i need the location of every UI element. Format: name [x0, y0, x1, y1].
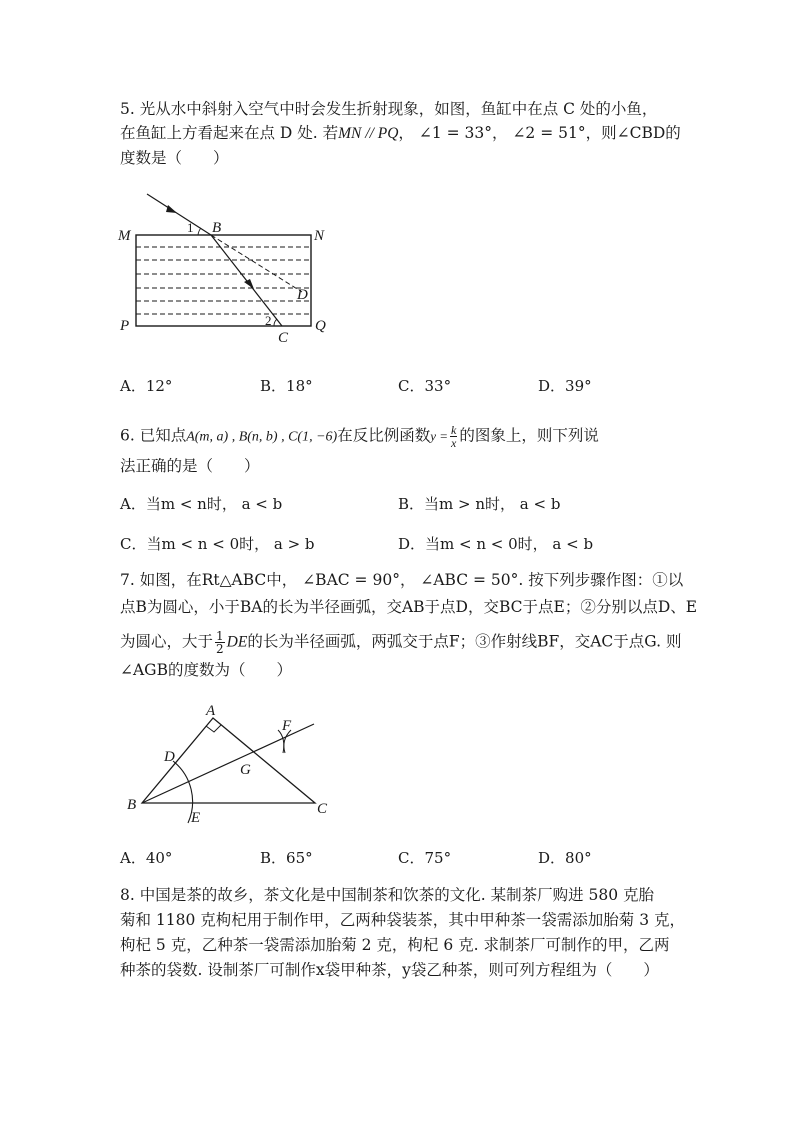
q6-line1: [120, 424, 599, 449]
label-a: A: [206, 703, 216, 719]
q7-option-c: C．75°: [398, 849, 452, 867]
q7-half-fraction: [215, 630, 225, 655]
q6-fraction: [450, 424, 457, 449]
q8-line1: 8. 中国是茶的故乡，茶文化是中国制茶和饮茶的文化. 某制茶厂购进 580 克胎: [120, 886, 655, 904]
q6-func-den: x: [451, 436, 457, 450]
q7-half-den: 2: [216, 642, 224, 656]
q6-points: A(m, a) , B(n, b) , C(1, −6): [186, 429, 338, 445]
label-angle-1: 1: [187, 220, 194, 235]
q5-line3: 度数是（ ）: [120, 149, 229, 167]
ray-b-d: [211, 235, 302, 292]
arrow-out: [166, 205, 177, 213]
q7-line4: ∠AGB的度数为（ ）: [120, 661, 292, 679]
label-c: C: [317, 801, 328, 817]
q7-line3-b: 的长为半径画弧，两弧交于点F；③作射线BF，交AC于点G. 则: [247, 632, 682, 651]
label-e: E: [191, 810, 201, 826]
label-b: B: [127, 797, 137, 813]
arc-d-e: [173, 761, 193, 823]
q5-option-c: C．33°: [398, 377, 452, 395]
label-f: F: [282, 718, 292, 734]
q7-half-num: 1: [216, 629, 224, 643]
q5-condition: MN // PQ: [338, 125, 399, 142]
label-q: Q: [315, 318, 326, 334]
q7-line3: [120, 630, 681, 655]
q7-figure: [120, 695, 340, 830]
label-angle-2: 2: [265, 313, 272, 328]
q7-line1: 7. 如图，在Rt△ABC中， ∠BAC = 90°， ∠ABC = 50°. 按下列步骤作图：①以: [120, 571, 684, 589]
angle-2-arc: [274, 319, 277, 326]
q5-line2: [120, 123, 681, 144]
q5-line2-a: 在鱼缸上方看起来在点 D 处. 若: [120, 124, 339, 142]
water-lines: [136, 247, 311, 314]
q7-line3-a: 为圆心，大于: [120, 632, 214, 651]
label-d: D: [297, 287, 308, 303]
label-d: D: [164, 749, 175, 765]
q6-line1-b: 在反比例函数: [337, 426, 431, 445]
q6-option-c: C．当m < n < 0时， a > b: [120, 535, 315, 553]
angle-1-arc: [198, 228, 201, 235]
tank: [136, 235, 311, 326]
q8-line4: 种茶的袋数. 设制茶厂可制作x袋甲种茶，y袋乙种茶，则可列方程组为（ ）: [120, 961, 659, 979]
label-p: P: [120, 318, 130, 334]
q6-line1-a: 6. 已知点: [120, 426, 187, 445]
label-b: B: [212, 220, 222, 236]
q8-line2: 菊和 1180 克枸杞用于制作甲，乙两种袋装茶，其中甲种茶一袋需添加胎菊 3 克，: [120, 911, 686, 929]
q5-line1: 5. 光从水中斜射入空气中时会发生折射现象，如图，鱼缸中在点 C 处的小鱼，: [120, 100, 658, 118]
q5-option-d: D．39°: [538, 377, 592, 395]
q7-option-d: D．80°: [538, 849, 592, 867]
ray-b-out: [147, 194, 211, 235]
q6-func-num: k: [451, 423, 457, 437]
q6-line1-c: 的图象上，则下列说: [459, 426, 599, 445]
q7-option-a: A．40°: [120, 849, 173, 867]
label-n: N: [314, 228, 325, 244]
q5-option-b: B．18°: [260, 377, 313, 395]
q7-de: DE: [226, 633, 248, 651]
q6-func-lhs: y =: [430, 428, 449, 444]
q7-option-b: B．65°: [260, 849, 313, 867]
label-m: M: [118, 228, 131, 244]
q8-line3: 枸杞 5 克，乙种茶一袋需添加胎菊 2 克，枸杞 6 克. 求制茶厂可制作的甲，乙两: [120, 936, 670, 954]
q6-line2: 法正确的是（ ）: [120, 457, 260, 475]
label-c: C: [278, 330, 289, 346]
label-g: G: [240, 762, 251, 778]
q6-option-b: B．当m > n时， a < b: [398, 495, 561, 513]
q5-line2-b: ， ∠1 = 33°， ∠2 = 51°，则∠CBD的: [398, 124, 681, 142]
q5-figure: [110, 185, 340, 350]
right-angle-mark: [206, 725, 221, 732]
q5-option-a: A．12°: [120, 377, 173, 395]
q6-option-a: A．当m < n时， a < b: [120, 495, 283, 513]
q7-line2: 点B为圆心，小于BA的长为半径画弧，交AB于点D，交BC于点E；②分别以点D、E: [120, 598, 698, 616]
q6-option-d: D．当m < n < 0时， a < b: [398, 535, 594, 553]
